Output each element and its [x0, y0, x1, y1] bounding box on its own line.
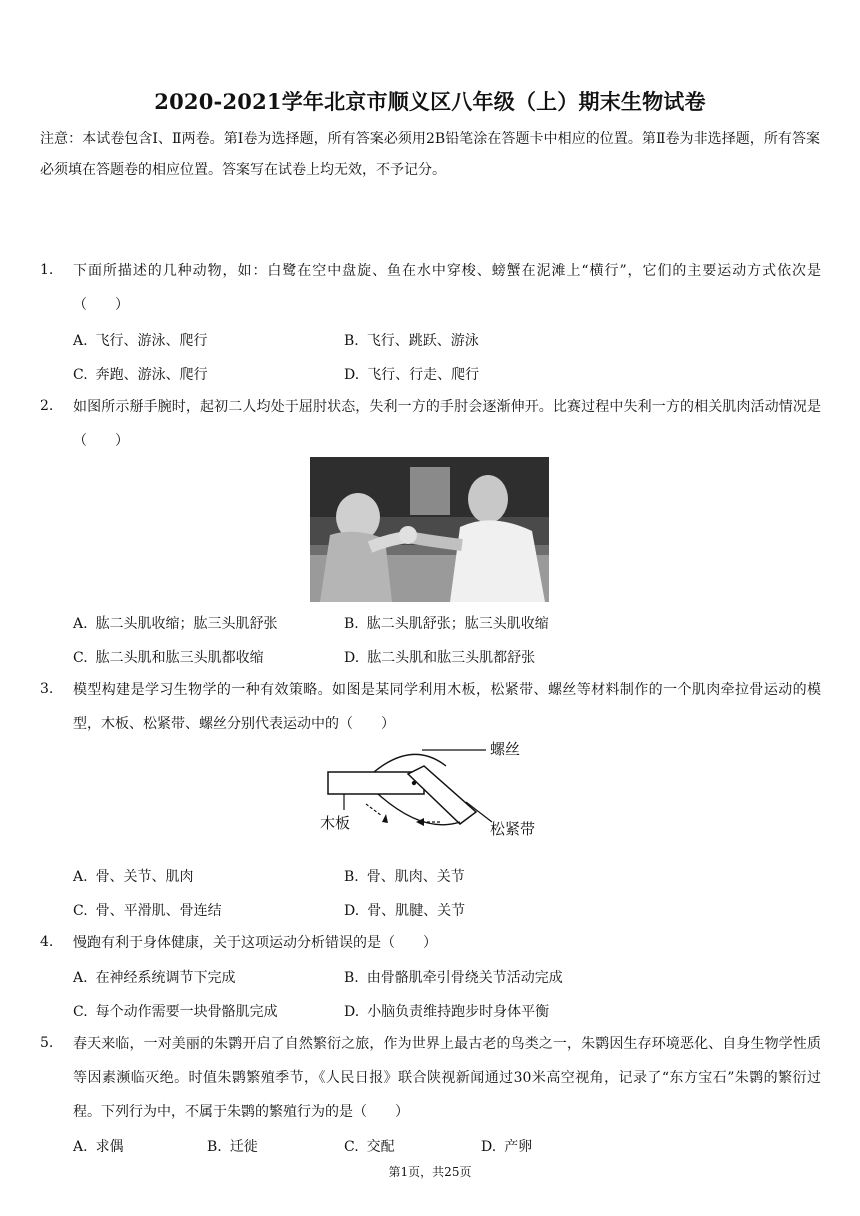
option-letter: B.	[344, 333, 359, 349]
option-letter: A.	[73, 970, 88, 986]
option-text: 骨、关节、肌肉	[95, 869, 194, 885]
question-2-option-a	[73, 613, 278, 633]
question-5-option-c	[344, 1136, 395, 1156]
option-text: 在神经系统调节下完成	[95, 970, 236, 986]
question-3-number: 3.	[40, 681, 54, 697]
option-text: 产卵	[504, 1139, 533, 1155]
band-label: 松紧带	[490, 820, 536, 838]
question-3-option-d	[344, 900, 465, 920]
question-2-stem: 如图所示掰手腕时，起初二人均处于屈肘状态，失利一方的手肘会逐渐伸开。比赛过程中失利一方的相关肌肉活动情况是（ ）	[73, 399, 821, 449]
option-text: 飞行、游泳、爬行	[95, 333, 208, 349]
question-4-option-b	[344, 967, 563, 987]
option-letter: C.	[73, 650, 88, 666]
option-text: 飞行、跳跃、游泳	[366, 333, 479, 349]
option-text: 骨、平滑肌、骨连结	[95, 903, 222, 919]
option-letter: D.	[481, 1139, 497, 1155]
option-text: 小脑负责维持跑步时身体平衡	[367, 1004, 550, 1020]
option-letter: D.	[344, 1004, 360, 1020]
question-1-option-c	[73, 364, 208, 384]
question-4-option-a	[73, 967, 236, 987]
option-letter: B.	[344, 869, 359, 885]
exam-title: 2020-2021学年北京市顺义区八年级（上）期末生物试卷	[154, 89, 706, 114]
option-letter: B.	[344, 970, 359, 986]
option-text: 骨、肌肉、关节	[366, 869, 465, 885]
question-5-option-b	[207, 1136, 258, 1156]
question-4-stem: 慢跑有利于身体健康，关于这项运动分析错误的是（ ）	[73, 935, 437, 951]
question-3-option-a	[73, 866, 194, 886]
question-3-stem: 模型构建是学习生物学的一种有效策略。如图是某同学利用木板，松紧带、螺丝等材料制作的一个肌肉牵拉骨运动的模型，木板、松紧带、螺丝分别代表运动中的（ ）	[73, 682, 821, 732]
option-letter: C.	[344, 1139, 359, 1155]
question-5-option-a	[73, 1136, 124, 1156]
option-text: 肱二头肌和肱三头肌都收缩	[95, 650, 264, 666]
question-3-option-c	[73, 900, 222, 920]
page-footer: 第1页，共25页	[388, 1165, 472, 1179]
option-text: 由骨骼肌牵引骨绕关节活动完成	[366, 970, 563, 986]
option-letter: D.	[344, 650, 360, 666]
question-4-option-d	[344, 1001, 549, 1021]
option-letter: B.	[344, 616, 359, 632]
option-text: 交配	[366, 1139, 395, 1155]
question-1-number: 1.	[40, 262, 54, 278]
question-2-number: 2.	[40, 398, 54, 414]
option-text: 求偶	[95, 1139, 124, 1155]
arm-wrestling-photo	[310, 457, 549, 602]
question-3-option-b	[344, 866, 465, 886]
option-text: 奔跑、游泳、爬行	[95, 367, 208, 383]
question-5-number: 5.	[40, 1035, 54, 1051]
option-letter: C.	[73, 903, 88, 919]
question-1-option-d	[344, 364, 479, 384]
option-text: 肱二头肌收缩；肱三头肌舒张	[95, 616, 278, 632]
option-letter: A.	[73, 333, 88, 349]
exam-notice: 注意：本试卷包含Ⅰ、Ⅱ两卷。第Ⅰ卷为选择题，所有答案必须用2B铅笔涂在答题卡中相应的位置。第Ⅱ卷为非选择题，所有答案必须填在答题卷的相应位置。答案写在试卷上均无效，不予记分。	[40, 131, 820, 178]
question-2-option-c	[73, 647, 264, 667]
option-letter: D.	[344, 367, 360, 383]
option-text: 每个动作需要一块骨骼肌完成	[95, 1004, 278, 1020]
option-text: 骨、肌腱、关节	[367, 903, 466, 919]
question-1-stem: 下面所描述的几种动物，如：白鹭在空中盘旋、鱼在水中穿梭、螃蟹在泥滩上“横行”，它们的主要运动方式依次是（ ）	[73, 263, 821, 313]
option-letter: B.	[207, 1139, 222, 1155]
question-2-option-d	[344, 647, 535, 667]
question-2-option-b	[344, 613, 549, 633]
board-label: 木板	[320, 814, 351, 832]
option-letter: A.	[73, 616, 88, 632]
question-4-option-c	[73, 1001, 278, 1021]
question-5-stem: 春天来临，一对美丽的朱鹮开启了自然繁衍之旅，作为世界上最古老的鸟类之一，朱鹮因生存环境恶化、自身生物学性质等因素濒临灭绝。时值朱鹮繁殖季节，《人民日报》联合陕视新闻通过30米高空视角，记录了“东方宝石”朱鹮的繁衍过程。下列行为中，不属于朱鹮的繁殖行为的是（ ）	[73, 1036, 821, 1120]
question-1-option-a	[73, 330, 208, 350]
option-text: 飞行、行走、爬行	[367, 367, 480, 383]
screw-label: 螺丝	[490, 740, 521, 758]
option-letter: A.	[73, 1139, 88, 1155]
question-5-option-d	[481, 1136, 532, 1156]
option-letter: A.	[73, 869, 88, 885]
option-text: 迁徙	[229, 1139, 258, 1155]
option-text: 肱二头肌和肱三头肌都舒张	[367, 650, 536, 666]
question-4-number: 4.	[40, 934, 54, 950]
option-letter: C.	[73, 1004, 88, 1020]
option-letter: D.	[344, 903, 360, 919]
option-letter: C.	[73, 367, 88, 383]
muscle-model-diagram	[318, 736, 550, 840]
option-text: 肱二头肌舒张；肱三头肌收缩	[366, 616, 549, 632]
question-1-option-b	[344, 330, 479, 350]
